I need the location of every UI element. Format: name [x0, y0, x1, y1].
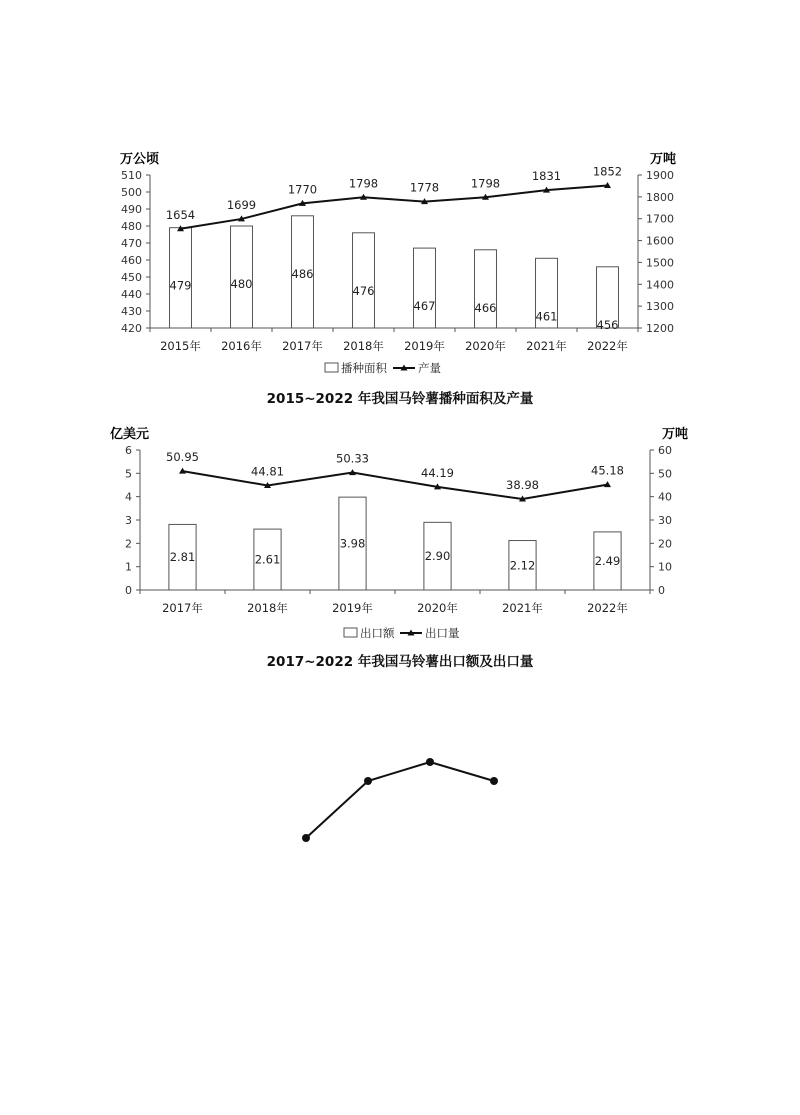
left-axis-label: 亿美元 [110, 427, 150, 442]
x-tick-label: 2021年 [526, 339, 567, 353]
left-tick-label: 490 [121, 203, 142, 216]
line-value-label: 44.19 [421, 465, 454, 480]
legend-bar-swatch [325, 363, 338, 372]
trend-point [490, 777, 498, 785]
trend-line [306, 762, 494, 838]
x-tick-label: 2015年 [160, 339, 201, 353]
line-value-label: 1852 [592, 164, 623, 179]
right-tick-label: 1200 [646, 322, 674, 335]
line-series-2 [183, 471, 608, 499]
line-value-label: 1654 [165, 207, 196, 222]
right-axis-label: 万吨 [662, 427, 689, 442]
x-tick-label: 2017年 [162, 601, 203, 615]
bar-value-label: 476 [352, 283, 375, 298]
x-tick-label: 2018年 [247, 601, 288, 615]
line-value-label: 1798 [470, 176, 501, 191]
bar-value-label: 480 [230, 277, 253, 291]
bar [475, 250, 497, 328]
bar-value-label: 456 [596, 317, 619, 332]
chart1-title: 2015~2022 年我国马铃薯播种面积及产量 [266, 391, 534, 407]
left-tick-label: 510 [121, 169, 142, 182]
bar-value-label: 479 [169, 278, 192, 293]
x-tick-label: 2019年 [332, 601, 373, 615]
x-tick-label: 2016年 [221, 339, 262, 353]
line-value-label: 1831 [531, 169, 562, 184]
x-tick-label: 2020年 [417, 601, 458, 615]
legend-line-label: 产量 [418, 361, 441, 375]
legend-bar-label: 播种面积 [341, 361, 387, 375]
left-axis-label: 万公顷 [120, 152, 160, 167]
bar-value-label: 3.98 [339, 536, 366, 551]
legend-line-label: 出口量 [425, 626, 460, 640]
right-tick-label: 1500 [646, 256, 674, 270]
bar-value-label: 2.49 [594, 553, 621, 568]
bar-value-label: 2.12 [509, 558, 536, 573]
bar-value-label: 461 [535, 309, 558, 324]
right-tick-label: 60 [658, 444, 672, 457]
line-value-label: 50.33 [336, 451, 369, 466]
right-tick-label: 0 [658, 584, 665, 597]
left-tick-label: 440 [121, 288, 142, 301]
right-tick-label: 30 [658, 514, 672, 527]
right-axis-label: 万吨 [650, 152, 677, 167]
line-value-label: 1699 [226, 197, 257, 212]
right-tick-label: 40 [658, 490, 672, 504]
x-tick-label: 2022年 [587, 339, 628, 353]
line-value-label: 38.98 [506, 478, 539, 493]
left-tick-label: 2 [125, 537, 132, 551]
chart-export [100, 415, 700, 645]
left-tick-label: 450 [121, 271, 142, 284]
x-tick-label: 2019年 [404, 339, 445, 353]
line-value-label: 50.95 [166, 450, 199, 465]
right-tick-label: 1800 [646, 190, 674, 204]
right-tick-label: 1300 [646, 300, 674, 314]
right-tick-label: 1900 [646, 169, 674, 182]
legend-bar-label: 出口额 [360, 626, 395, 640]
bar-value-label: 467 [413, 299, 436, 314]
bar-value-label: 2.81 [169, 550, 196, 565]
bar [414, 248, 436, 328]
x-tick-label: 2020年 [465, 339, 506, 353]
line-value-label: 1778 [409, 180, 440, 195]
left-tick-label: 460 [121, 254, 142, 267]
left-tick-label: 6 [125, 444, 132, 457]
right-tick-label: 1400 [646, 278, 674, 292]
right-tick-label: 50 [658, 467, 672, 481]
line-value-label: 1798 [348, 176, 379, 191]
left-tick-label: 4 [125, 490, 132, 504]
line-value-label: 44.81 [251, 464, 284, 479]
question-line-chart [290, 745, 510, 855]
left-tick-label: 3 [125, 514, 132, 527]
right-tick-label: 10 [658, 560, 672, 574]
x-tick-label: 2018年 [343, 339, 384, 353]
x-tick-label: 2022年 [587, 601, 628, 615]
left-tick-label: 5 [125, 467, 132, 481]
bar-value-label: 2.61 [254, 552, 281, 567]
left-tick-label: 470 [121, 237, 142, 250]
left-tick-label: 1 [125, 560, 132, 574]
line-value-label: 45.18 [591, 463, 624, 478]
left-tick-label: 420 [121, 322, 142, 335]
right-tick-label: 20 [658, 537, 672, 551]
x-tick-label: 2017年 [282, 339, 323, 353]
line-value-label: 1770 [287, 182, 318, 197]
trend-point [302, 834, 310, 842]
left-tick-label: 500 [121, 186, 142, 199]
bar-value-label: 466 [474, 300, 497, 315]
bar-value-label: 486 [291, 266, 314, 281]
right-tick-label: 1600 [646, 234, 674, 248]
x-tick-label: 2021年 [502, 601, 543, 615]
right-tick-label: 1700 [646, 212, 674, 226]
bar-value-label: 2.90 [424, 549, 451, 564]
left-tick-label: 430 [121, 305, 142, 318]
left-tick-label: 480 [121, 220, 142, 233]
trend-point [364, 777, 372, 785]
bar [353, 233, 375, 328]
legend-bar-swatch [344, 628, 357, 637]
left-tick-label: 0 [125, 584, 132, 597]
trend-point [426, 758, 434, 766]
chart2-title: 2017~2022 年我国马铃薯出口额及出口量 [266, 654, 534, 670]
chart-area-production [100, 140, 700, 385]
